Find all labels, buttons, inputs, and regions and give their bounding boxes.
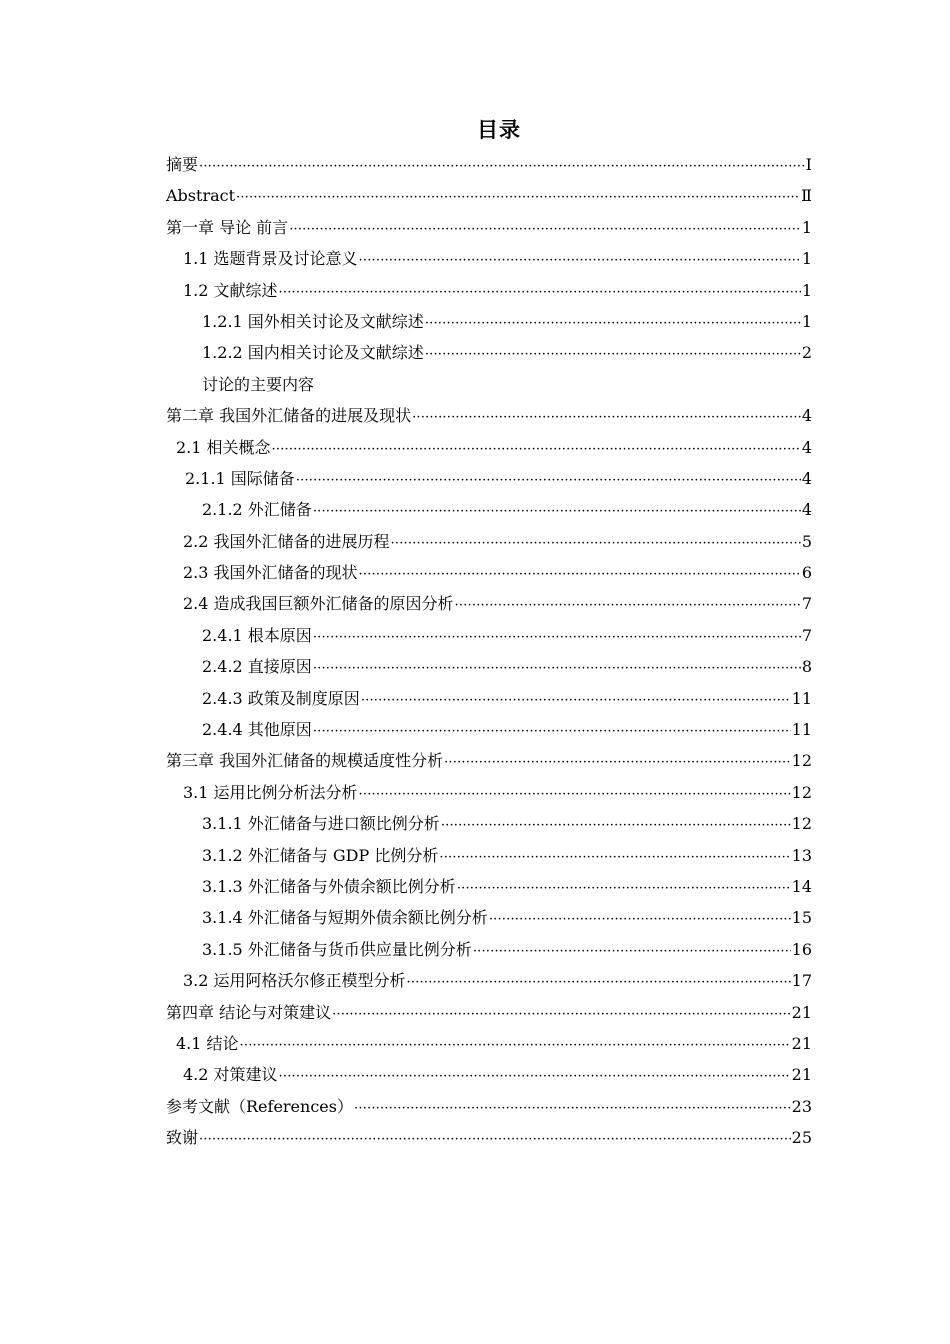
toc-leader-dots: [240, 1030, 791, 1061]
toc-title: 目录: [477, 118, 521, 142]
toc-entry-label: 第三章 我国外汇储备的规模适度性分析: [166, 751, 444, 771]
toc-entry-page: 23: [791, 1096, 812, 1116]
toc-entry-section-2-4-1[interactable]: [166, 620, 812, 651]
toc-entry-page: 1: [801, 217, 812, 237]
toc-list: [166, 149, 812, 1154]
toc-entry-page: 12: [791, 782, 812, 802]
toc-leader-dots: [439, 842, 790, 873]
toc-leader-dots: [354, 1093, 791, 1124]
toc-entry-label: 第二章 我国外汇储备的进展及现状: [166, 406, 412, 426]
toc-entry-page: 4: [801, 468, 812, 488]
toc-entry-label: 致谢: [166, 1128, 199, 1148]
toc-entry-page: 7: [801, 594, 812, 614]
toc-leader-dots: [279, 277, 801, 308]
toc-entry-section-1-2[interactable]: [166, 275, 812, 306]
toc-leader-dots: [296, 465, 801, 496]
toc-entry-page: 5: [801, 531, 812, 551]
toc-entry-main-content[interactable]: [166, 369, 812, 400]
toc-entry-page: 1: [801, 249, 812, 269]
toc-entry-chapter-4[interactable]: [166, 997, 812, 1028]
toc-entry-page: 4: [801, 500, 812, 520]
toc-entry-page: 2: [801, 343, 812, 363]
toc-entry-chapter-1[interactable]: [166, 212, 812, 243]
toc-entry-label: 3.1.2 外汇储备与 GDP 比例分析: [202, 845, 439, 865]
toc-entry-page: 4: [801, 437, 812, 457]
toc-entry-label: 3.1.1 外汇储备与进口额比例分析: [202, 814, 440, 834]
toc-entry-label: 2.1.1 国际储备: [185, 468, 295, 488]
toc-leader-dots: [359, 245, 801, 276]
toc-entry-label: 第四章 结论与对策建议: [166, 1002, 332, 1022]
toc-entry-section-3-1-1[interactable]: [166, 808, 812, 839]
toc-leader-dots: [407, 967, 791, 998]
toc-entry-label: 2.4.3 政策及制度原因: [202, 688, 360, 708]
toc-entry-label: 2.4 造成我国巨额外汇储备的原因分析: [183, 594, 454, 614]
toc-leader-dots: [359, 779, 791, 810]
toc-entry-page: 21: [791, 1065, 812, 1085]
toc-entry-section-2-2[interactable]: [166, 526, 812, 557]
toc-entry-label: 2.4.2 直接原因: [202, 657, 312, 677]
toc-entry-label: 讨论的主要内容: [202, 374, 315, 394]
toc-entry-label: 2.1.2 外汇储备: [202, 500, 312, 520]
toc-entry-abstract-en[interactable]: [166, 180, 812, 211]
toc-entry-page: 16: [791, 939, 812, 959]
toc-entry-label: 3.1 运用比例分析法分析: [183, 782, 358, 802]
toc-entry-section-1-2-2[interactable]: [166, 337, 812, 368]
toc-entry-page: 14: [791, 876, 812, 896]
toc-entry-chapter-3[interactable]: [166, 745, 812, 776]
toc-entry-page: 13: [791, 845, 812, 865]
toc-leader-dots: [425, 308, 801, 339]
toc-entry-label: 1.2.1 国外相关讨论及文献综述: [202, 311, 424, 331]
toc-leader-dots: [199, 1124, 791, 1155]
toc-entry-label: Abstract: [166, 186, 236, 206]
toc-entry-page: 12: [791, 751, 812, 771]
toc-entry-section-2-4-4[interactable]: [166, 714, 812, 745]
toc-leader-dots: [279, 1061, 791, 1092]
toc-entry-page: 21: [791, 1002, 812, 1022]
toc-leader-dots: [272, 434, 801, 465]
toc-entry-label: 2.2 我国外汇储备的进展历程: [183, 531, 390, 551]
toc-entry-label: 1.2 文献综述: [183, 280, 278, 300]
toc-entry-section-1-1[interactable]: [166, 243, 812, 274]
toc-entry-label: 2.4.1 根本原因: [202, 625, 312, 645]
toc-entry-label: 摘要: [166, 155, 199, 174]
toc-entry-section-3-1-4[interactable]: [166, 902, 812, 933]
toc-entry-section-4-2[interactable]: [166, 1059, 812, 1090]
toc-entry-section-2-1[interactable]: [166, 432, 812, 463]
toc-entry-label: 4.2 对策建议: [183, 1065, 278, 1085]
toc-entry-label: 2.1 相关概念: [176, 437, 271, 457]
toc-entry-section-3-1-2[interactable]: [166, 840, 812, 871]
toc-entry-page: 11: [791, 720, 812, 740]
toc-leader-dots: [359, 559, 801, 590]
toc-entry-section-4-1[interactable]: [166, 1028, 812, 1059]
toc-entry-page: 8: [801, 657, 812, 677]
toc-entry-label: 1.2.2 国内相关讨论及文献综述: [202, 343, 424, 363]
toc-entry-page: 21: [791, 1033, 812, 1053]
toc-entry-section-2-1-1[interactable]: [166, 463, 812, 494]
toc-entry-section-3-1-5[interactable]: [166, 934, 812, 965]
toc-leader-dots: [391, 528, 801, 559]
toc-entry-label: 3.2 运用阿格沃尔修正模型分析: [183, 971, 406, 991]
toc-leader-dots: [425, 339, 801, 370]
toc-entry-label: 第一章 导论 前言: [166, 217, 289, 237]
toc-leader-dots: [313, 622, 801, 653]
toc-entry-page: Ⅱ: [801, 186, 812, 206]
toc-leader-dots: [441, 810, 791, 841]
toc-entry-page: 12: [791, 814, 812, 834]
toc-leader-dots: [457, 873, 791, 904]
toc-entry-label: 参考文献（References）: [166, 1096, 353, 1116]
toc-entry-section-2-4-2[interactable]: [166, 651, 812, 682]
toc-entry-page: 1: [801, 311, 812, 331]
toc-leader-dots: [489, 904, 791, 935]
toc-entry-label: 1.1 选题背景及讨论意义: [183, 249, 358, 269]
toc-entry-section-3-1[interactable]: [166, 777, 812, 808]
toc-leader-dots: [313, 653, 801, 684]
toc-entry-label: 2.4.4 其他原因: [202, 720, 312, 740]
toc-leader-dots: [444, 747, 791, 778]
toc-entry-page: 11: [791, 688, 812, 708]
toc-entry-page: Ⅰ: [805, 155, 812, 174]
toc-entry-section-1-2-1[interactable]: [166, 306, 812, 337]
toc-entry-section-3-1-3[interactable]: [166, 871, 812, 902]
toc-entry-page: 4: [801, 406, 812, 426]
toc-entry-section-2-3[interactable]: [166, 557, 812, 588]
toc-leader-dots: [289, 214, 801, 245]
toc-leader-dots: [361, 685, 791, 716]
toc-entry-references[interactable]: [166, 1091, 812, 1122]
toc-entry-label: 3.1.3 外汇储备与外债余额比例分析: [202, 876, 456, 896]
toc-entry-chapter-2[interactable]: [166, 400, 812, 431]
toc-entry-abstract-cn[interactable]: [166, 149, 812, 180]
toc-entry-section-2-1-2[interactable]: [166, 494, 812, 525]
toc-entry-section-2-4[interactable]: [166, 588, 812, 619]
toc-leader-dots: [473, 936, 791, 967]
toc-entry-section-2-4-3[interactable]: [166, 683, 812, 714]
toc-entry-page: 6: [801, 563, 812, 583]
toc-entry-page: 25: [791, 1128, 812, 1148]
toc-leader-dots: [199, 151, 805, 182]
toc-entry-acknowledgements[interactable]: [166, 1122, 812, 1153]
toc-leader-dots: [455, 590, 801, 621]
toc-entry-label: 4.1 结论: [176, 1033, 239, 1053]
toc-entry-page: 15: [791, 908, 812, 928]
toc-leader-dots: [332, 999, 791, 1030]
toc-entry-page: 1: [801, 280, 812, 300]
toc-entry-label: 3.1.4 外汇储备与短期外债余额比例分析: [202, 908, 488, 928]
toc-leader-dots: [313, 716, 791, 747]
toc-entry-label: 3.1.5 外汇储备与货币供应量比例分析: [202, 939, 472, 959]
toc-entry-section-3-2[interactable]: [166, 965, 812, 996]
toc-entry-label: 2.3 我国外汇储备的现状: [183, 563, 358, 583]
toc-leader-dots: [313, 496, 801, 527]
toc-leader-dots: [236, 182, 800, 213]
toc-entry-page: 17: [791, 971, 812, 991]
toc-entry-page: 7: [801, 625, 812, 645]
toc-leader-dots: [412, 402, 801, 433]
